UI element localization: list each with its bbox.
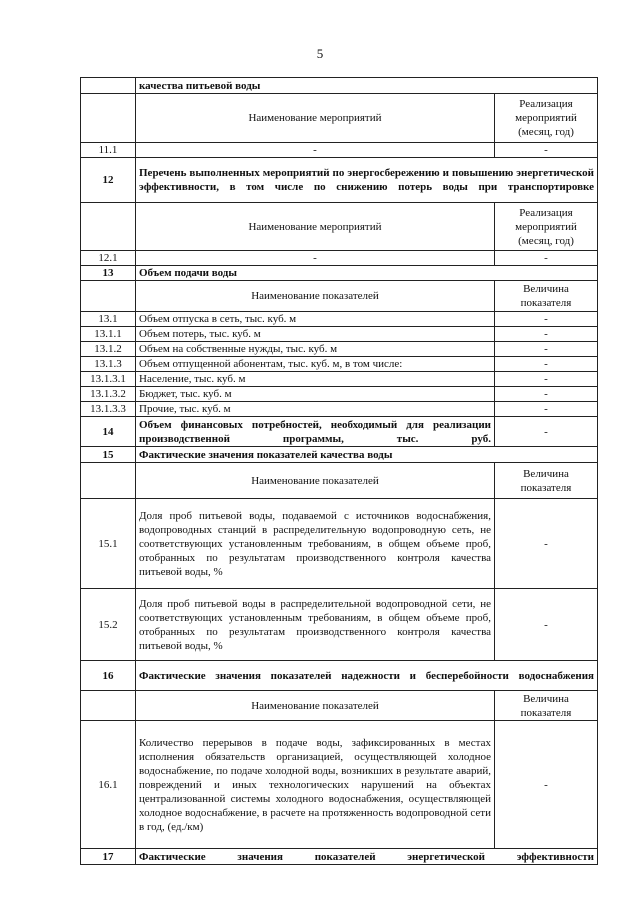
row-value: - <box>495 143 598 158</box>
section-15-title: Фактические значения показателей качества воды <box>136 447 598 463</box>
header-empty-cell <box>81 691 136 721</box>
section-number: 14 <box>81 417 136 447</box>
measures-name-header: Наименование мероприятий <box>136 203 495 251</box>
table-header-row <box>81 94 598 143</box>
indicator-value-header: Величина показателя <box>495 691 598 721</box>
row-value: - <box>495 342 598 357</box>
section-number: 17 <box>81 849 136 865</box>
row-name: Доля проб питьевой воды, подаваемой с источников водоснабжения, водопроводных станций в распределительную водопроводную сеть, не соответствующих установленным требованиям, в общем объеме проб, отобранных по результатам производственного контроля качества питьевой воды, % <box>136 499 495 589</box>
section-16-title: Фактические значения показателей надежности и бесперебойности водоснабжения <box>136 661 598 691</box>
row-number: 13.1.3.2 <box>81 387 136 402</box>
row-name: Объем потерь, тыс. куб. м <box>136 327 495 342</box>
section-number: 16 <box>81 661 136 691</box>
row-number: 16.1 <box>81 721 136 849</box>
page-number: 5 <box>316 46 324 61</box>
indicators-name-header: Наименование показателей <box>136 281 495 312</box>
section-13-row <box>81 266 598 281</box>
section-11-continuation-row <box>81 78 598 94</box>
row-value: - <box>495 402 598 417</box>
section-17-row <box>81 849 598 865</box>
row-name: - <box>136 143 495 158</box>
implementation-header: Реализация мероприятий (месяц, год) <box>495 94 598 143</box>
row-value: - <box>495 372 598 387</box>
row-number: 13.1 <box>81 312 136 327</box>
row-name: Бюджет, тыс. куб. м <box>136 387 495 402</box>
section-12-row <box>81 158 598 203</box>
header-empty-cell <box>81 463 136 499</box>
table-row <box>81 589 598 661</box>
section-13-title: Объем подачи воды <box>136 266 598 281</box>
row-value: - <box>495 499 598 589</box>
row-name: Объем на собственные нужды, тыс. куб. м <box>136 342 495 357</box>
header-empty-cell <box>81 203 136 251</box>
table-header-row <box>81 203 598 251</box>
table-row <box>81 721 598 849</box>
row-number: 15.1 <box>81 499 136 589</box>
table-header-row <box>81 281 598 312</box>
table-row <box>81 372 598 387</box>
row-number: 11.1 <box>81 143 136 158</box>
table-header-row <box>81 463 598 499</box>
section-number: 12 <box>81 158 136 203</box>
table-row <box>81 327 598 342</box>
table-row <box>81 387 598 402</box>
row-value: - <box>495 721 598 849</box>
section-15-row <box>81 447 598 463</box>
row-number: 13.1.3.3 <box>81 402 136 417</box>
header-empty-cell <box>81 281 136 312</box>
indicators-name-header: Наименование показателей <box>136 691 495 721</box>
table-row <box>81 143 598 158</box>
row-value: - <box>495 327 598 342</box>
row-value: - <box>495 251 598 266</box>
indicators-name-header: Наименование показателей <box>136 463 495 499</box>
row-number: 13.1.3.1 <box>81 372 136 387</box>
section-number-cell <box>81 78 136 94</box>
row-name: Количество перерывов в подаче воды, зафиксированных в местах исполнения обязательств организацией, осуществляющей холодное водоснабжение, по подаче холодной воды, возникших в результате аварий, повреждений и иных технологических нарушений на объектах централизованной системы холодного водоснабжения, осуществляющей холодное водоснабжение, в расчете на протяженность водопроводной сети в год, (ед./км) <box>136 721 495 849</box>
row-number: 12.1 <box>81 251 136 266</box>
row-value: - <box>495 357 598 372</box>
row-name: Прочие, тыс. куб. м <box>136 402 495 417</box>
row-name: Население, тыс. куб. м <box>136 372 495 387</box>
row-number: 13.1.1 <box>81 327 136 342</box>
section-16-row <box>81 661 598 691</box>
row-number: 13.1.2 <box>81 342 136 357</box>
row-value: - <box>495 589 598 661</box>
section-14-title: Объем финансовых потребностей, необходимый для реализации производственной программы, тыс. руб. <box>136 417 495 447</box>
row-name: Доля проб питьевой воды в распределительной водопроводной сети, не соответствующих установленным требованиям, в общем объеме проб, отобранных по результатам производственного контроля качества питьевой воды, % <box>136 589 495 661</box>
row-value: - <box>495 417 598 447</box>
production-program-table <box>80 77 598 865</box>
section-number: 15 <box>81 447 136 463</box>
section-number: 13 <box>81 266 136 281</box>
table-row <box>81 312 598 327</box>
table-row <box>81 402 598 417</box>
table-row <box>81 499 598 589</box>
row-value: - <box>495 387 598 402</box>
indicator-value-header: Величина показателя <box>495 463 598 499</box>
section-17-title: Фактические значения показателей энергетической эффективности <box>136 849 598 865</box>
measures-name-header: Наименование мероприятий <box>136 94 495 143</box>
table-row <box>81 357 598 372</box>
section-12-title: Перечень выполненных мероприятий по энергосбережению и повышению энергетической эффективности, в том числе по снижению потерь воды при транспортировке <box>136 158 598 203</box>
table-row <box>81 342 598 357</box>
section-14-row <box>81 417 598 447</box>
row-number: 15.2 <box>81 589 136 661</box>
section-11-title: качества питьевой воды <box>136 78 598 94</box>
table-header-row <box>81 691 598 721</box>
row-name: Объем отпущенной абонентам, тыс. куб. м, в том числе: <box>136 357 495 372</box>
row-number: 13.1.3 <box>81 357 136 372</box>
header-empty-cell <box>81 94 136 143</box>
table-row <box>81 251 598 266</box>
row-value: - <box>495 312 598 327</box>
indicator-value-header: Величина показателя <box>495 281 598 312</box>
implementation-header: Реализация мероприятий (месяц, год) <box>495 203 598 251</box>
row-name: Объем отпуска в сеть, тыс. куб. м <box>136 312 495 327</box>
row-name: - <box>136 251 495 266</box>
